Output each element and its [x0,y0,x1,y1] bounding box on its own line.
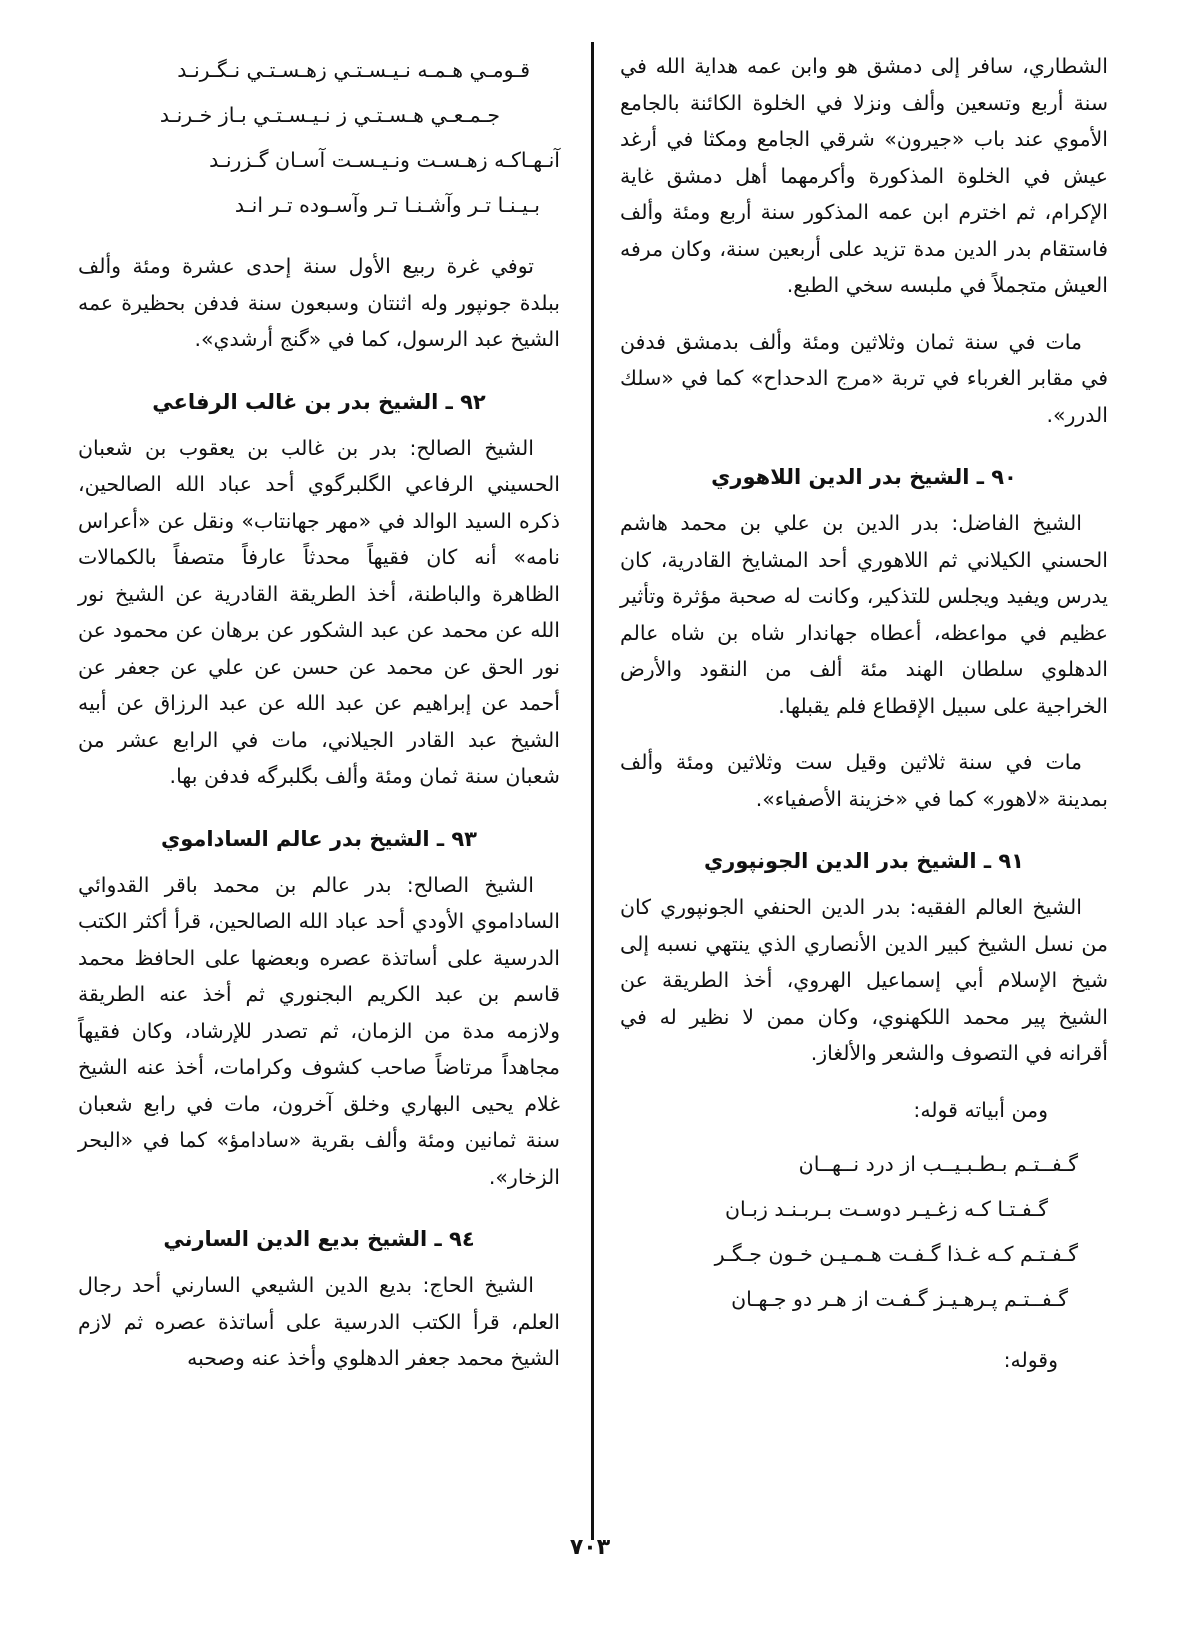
verse-intro: وقوله: [1003,1348,1058,1372]
entry-heading-92: ٩٢ ـ الشيخ بدر بن غالب الرفاعي [152,389,486,414]
verse-intro: ومن أبياته قوله: [913,1097,1048,1122]
entry-heading-94: ٩٤ ـ الشيخ بديع الدين السارني [163,1227,475,1251]
verse-line: گـفــتـم پـرهـيـز گـفـت از هـر دو جـهـان [731,1287,1068,1311]
persian-verse [78,48,560,228]
entry-heading-91: ٩١ ـ الشيخ بدر الدين الجونپوري [704,849,1024,873]
right-column [620,48,1108,1548]
paragraph: الشيخ الصالح: بدر عالم بن محمد باقر القدوائي الساداموي الأودي أحد عباد الله الصالحين، قرأ أكثر الكتب الدرسية على أساتذة عصره وبعضها على الحافظ محمد قاسم بن عبد الكريم البجنوري ثم أخذ عنه الطريقة ولازمه مدة من الزمان، ثم تصدر للإرشاد، وكان فقيهاً مجاهداً مرتاضاً صاحب كشوف وكرامات، أخذ عنه الشيخ غلام يحيى البهاري وخلق آخرون، مات في رابع شعبان سنة ثمانين ومئة وألف بقرية «سادامؤ» كما في «البحر الزخار». [78,872,560,1189]
page-number: ٧٠٣ [569,1535,611,1560]
verse-line: بـيـنـا تـر وآشـنـا تـر وآسـوده تـر انـد [234,193,540,217]
persian-verse [620,1142,1108,1322]
entry-heading-90: ٩٠ ـ الشيخ بدر الدين اللاهوري [711,465,1017,489]
paragraph: مات في سنة ثمان وثلاثين ومئة وألف بدمشق فدفن في مقابر الغرباء في تربة «مرج الدحداح» كما في «سلك الدرر». [620,329,1108,427]
paragraph: الشيخ العالم الفقيه: بدر الدين الحنفي الجونپوري كان من نسل الشيخ كبير الدين الأنصاري الذي ينتهي نسبه إلى شيخ الإسلام أبي إسماعيل الهروي، أخذ الطريقة عن الشيخ پير محمد اللكهنوي، وكان ممن لا نظير له في أقرانه في التصوف والشعر والألغاز. [620,895,1108,1065]
verse-line: گـفـتـم كـه غـذا گـفـت هـمـيـن خـون جـگـر [714,1242,1078,1266]
entry-heading-93: ٩٣ ـ الشيخ بدر عالم الساداموي [161,826,477,851]
paragraph: توفي غرة ربيع الأول سنة إحدى عشرة ومئة وألف ببلدة جونپور وله اثنتان وسبعون سنة فدفن بحظيرة عمه الشيخ عبد الرسول، كما في «گنج أرشدي». [78,254,560,351]
verse-line: گـفـتـا كـه زغـيـر دوسـت بـربـنـد زبـان [725,1197,1048,1221]
paragraph: الشيخ الفاضل: بدر الدين بن علي بن محمد هاشم الحسني الكيلاني ثم اللاهوري أحد المشايخ القادرية، كان يدرس ويفيد ويجلس للتذكير، وكانت له صحبة مؤثرة وتأثير عظيم في مواعظه، أعطاه جهاندار شاه بن شاه عالم الدهلوي سلطان الهند مئة ألف من النقود والأرض الخراجية على سبيل الإقطاع فلم يقبلها. [620,511,1108,718]
paragraph: الشطاري، سافر إلى دمشق هو وابن عمه هداية الله في سنة أربع وتسعين وألف ونزلا في الخلوة الكائنة بالجامع الأموي عند باب «جيرون» شرقي الجامع ومكثا في أرغد عيش في الخلوة المذكورة وأكرمهما أهل دمشق غاية الإكرام، ثم اخترم ابن عمه المذكور سنة أربع ومئة وألف فاستقام بدر الدين مدة تزيد على أربعين سنة، وكان مرفه العيش متجملاً في ملبسه سخي الطبع. [620,54,1108,297]
left-column [78,48,560,1548]
verse-line: گـفــتـم بـطـبـيــب از درد نــهــان [798,1152,1078,1176]
paragraph: الشيخ الصالح: بدر بن غالب بن يعقوب بن شعبان الحسيني الرفاعي الگلبرگوي أحد عباد الله الصالحين، ذكره السيد الوالد في «مهر جهانتاب» ونقل عن «أعراس نامه» أنه كان فقيهاً محدثاً عارفاً متصفاً بالكمالات الظاهرة والباطنة، أخذ الطريقة القادرية عن الشيخ نور الله عن محمد عن عبد الشكور عن برهان عن محمود عن نور الحق عن محمد عن حسن عن علي عن جعفر عن أحمد عن إبراهيم عن عبد الله عن عبد الرزاق عن أبيه الشيخ عبد القادر الجيلاني، مات في الرابع عشر من شعبان سنة ثمان ومئة وألف بگلبرگه فدفن بها. [78,435,560,788]
paragraph: مات في سنة ثلاثين وقيل ست وثلاثين ومئة وألف بمدينة «لاهور» كما في «خزينة الأصفياء». [620,750,1108,811]
column-divider [591,42,594,1540]
paragraph: الشيخ الحاج: بديع الدين الشيعي السارني أحد رجال العلم، قرأ الكتب الدرسية على أساتذة عصره ثم لازم الشيخ محمد جعفر الدهلوي وأخذ عنه وصحبه [78,1273,560,1370]
verse-line: قـومـي هـمـه نـيـسـتـي زهـسـتـي نـگـرنـد [177,58,530,82]
verse-line: جـمـعـي هـسـتـي ز نـيـسـتـي بـاز خـرنـد [159,103,500,127]
verse-line: آنـهـاكـه زهـسـت ونـيـسـت آسـان گـزرنـد [209,148,560,172]
